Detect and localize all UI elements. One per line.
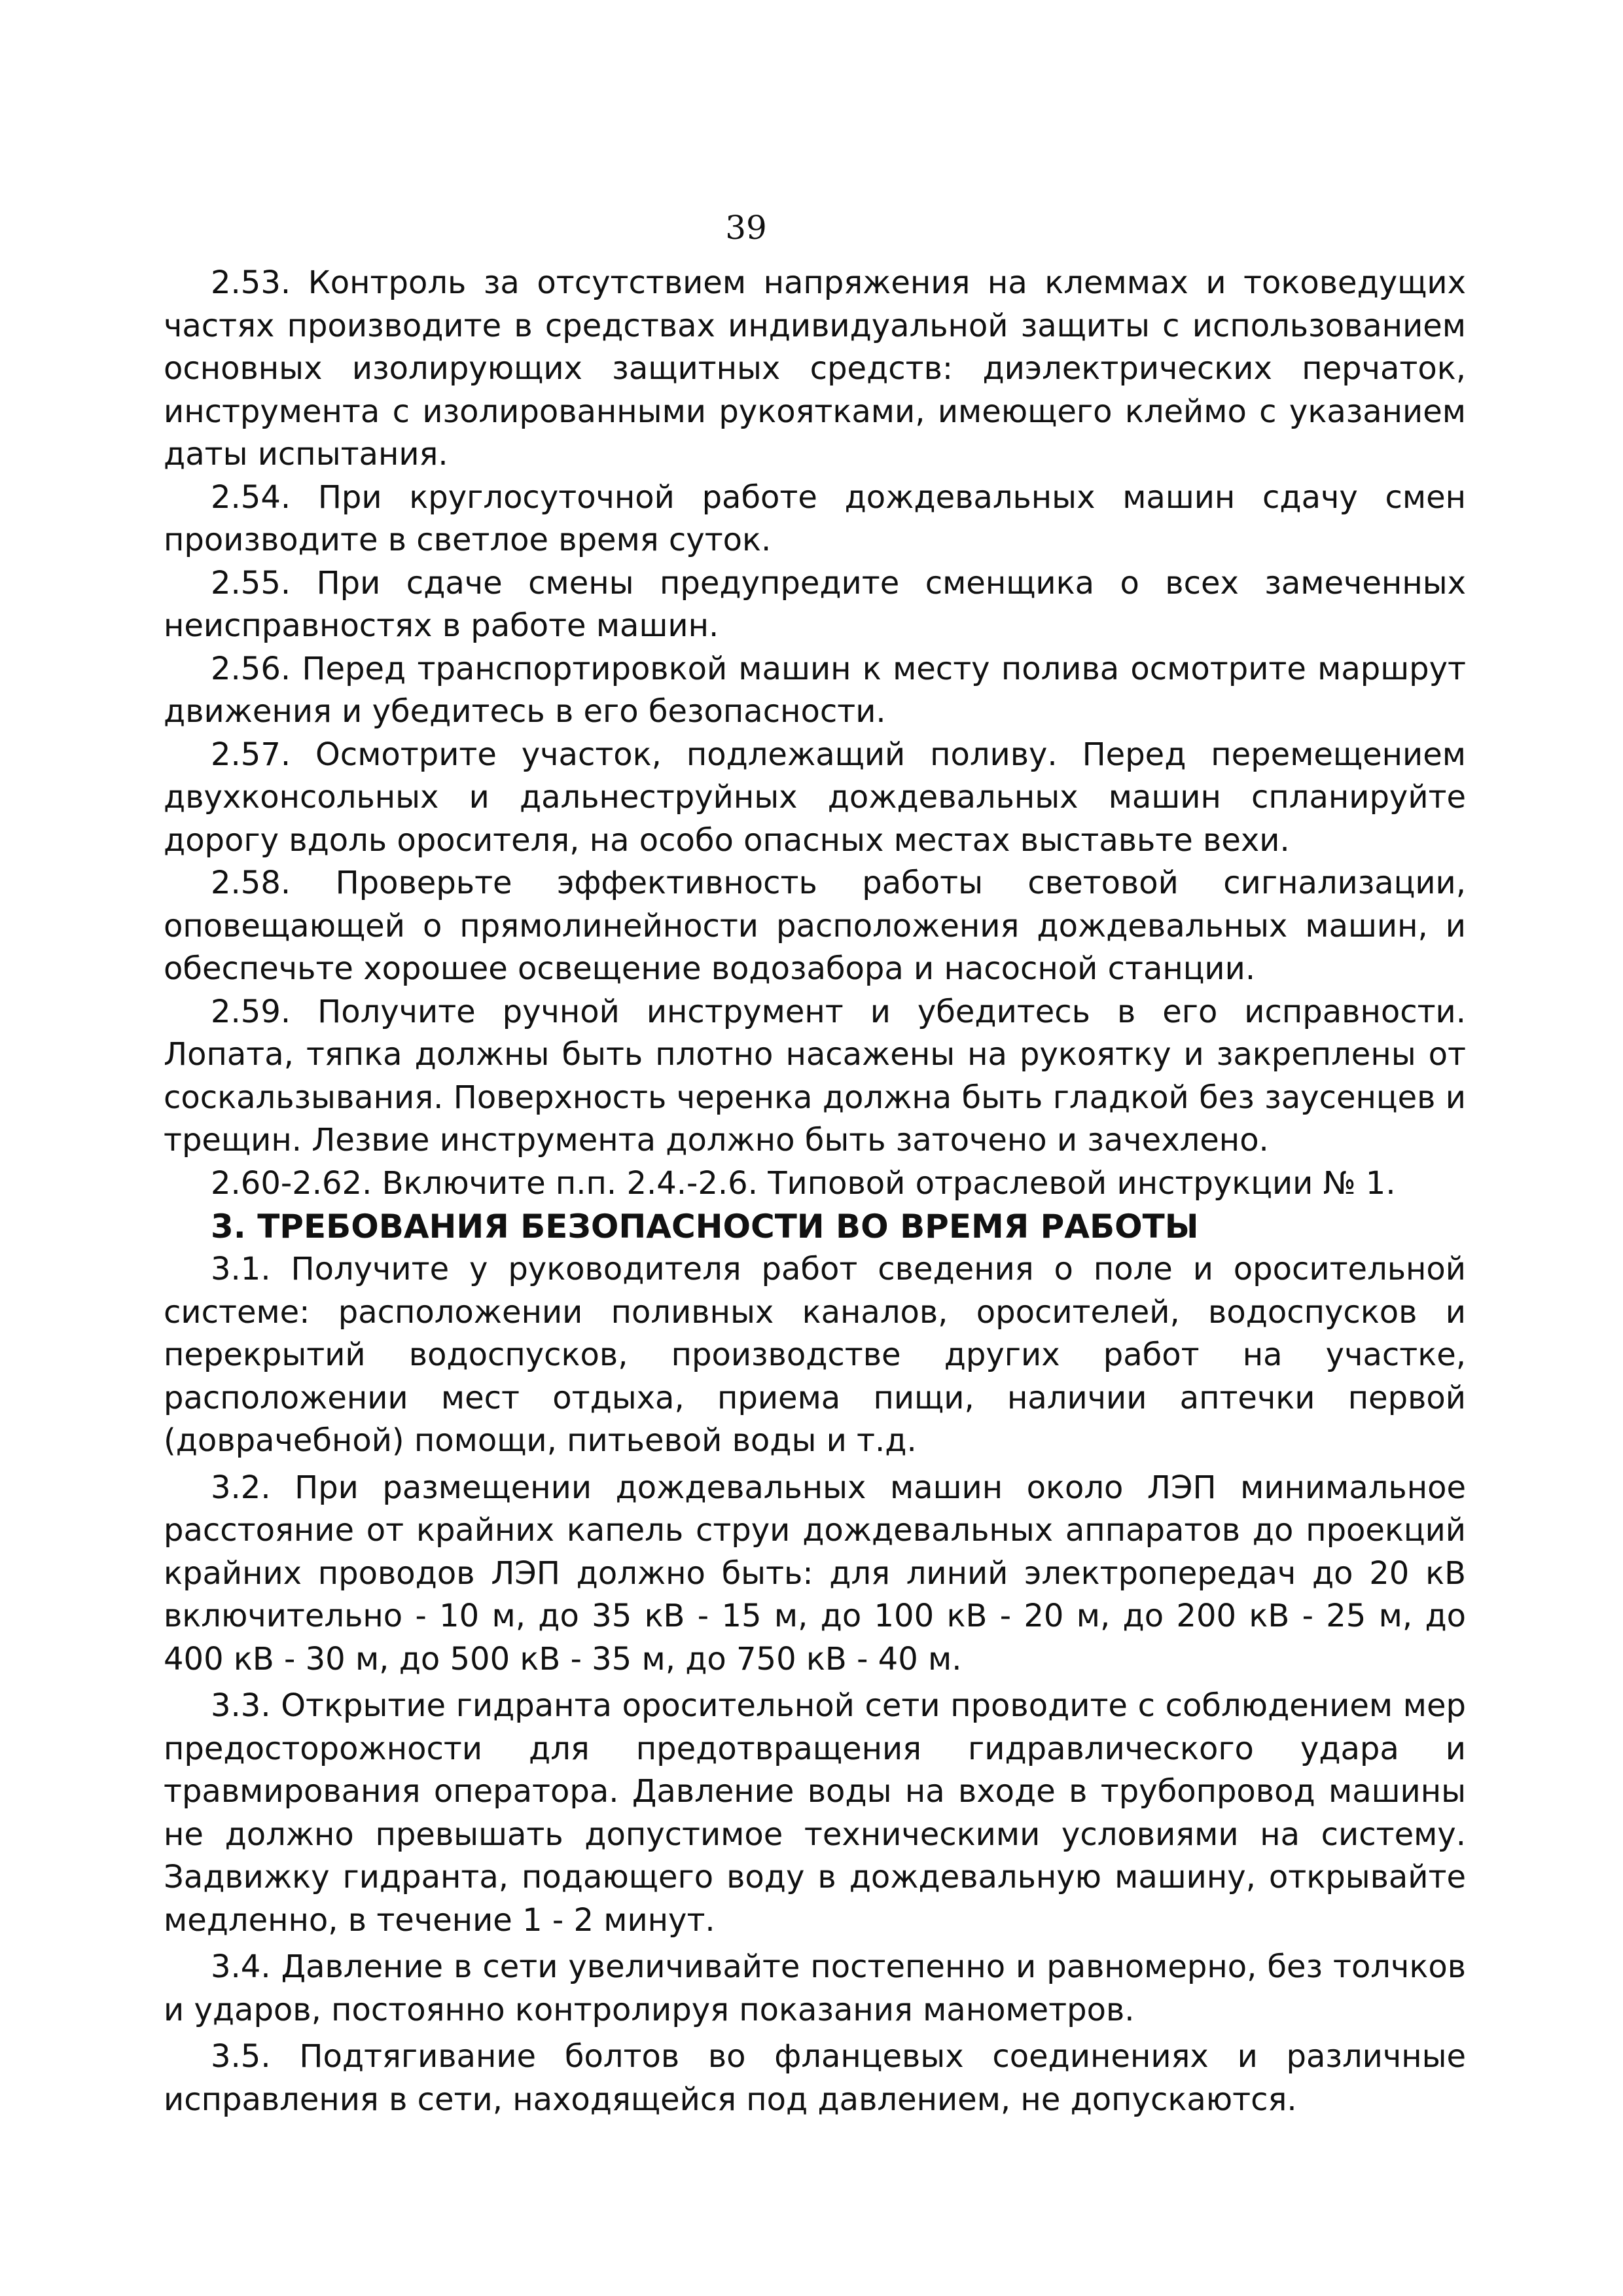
paragraph-2-59: 2.59. Получите ручной инструмент и убедитесь в его исправности. Лопата, тяпка должны быть плотно насажены на рукоятку и закреплены от соскальзывания. Поверхность черенка должна быть гладкой без заусенцев и трещин. Лезвие инструмента должно быть заточено и зачехлено. <box>164 993 1466 1158</box>
paragraph-2-60-2-62: 2.60-2.62. Включите п.п. 2.4.-2.6. Типовой отраслевой инструкции № 1. <box>211 1164 1396 1202</box>
page-number: 39 <box>725 209 767 247</box>
paragraph-3-3: 3.3. Открытие гидранта оросительной сети проводите с соблюдением мер предосторожности для предотвращения гидравлического удара и травмирования оператора. Давление воды на входе в трубопровод машины не должно превышать допустимое техническими условиями на систему. Задвижку гидранта, подающего воду в дождевальную машину, открывайте медленно, в течение 1 - 2 минут. <box>164 1687 1466 1939</box>
section-heading: 3. ТРЕБОВАНИЯ БЕЗОПАСНОСТИ ВО ВРЕМЯ РАБОТЫ <box>211 1208 1199 1246</box>
paragraph-3-5: 3.5. Подтягивание болтов во фланцевых соединениях и различные исправления в сети, находящейся под давлением, не допускаются. <box>164 2038 1466 2118</box>
document-body <box>164 262 1466 2121</box>
paragraph-2-58: 2.58. Проверьте эффективность работы световой сигнализации, оповещающей о прямолинейности расположения дождевальных машин, и обеспечьте хорошее освещение водозабора и насосной станции. <box>164 865 1466 987</box>
paragraph-2-57: 2.57. Осмотрите участок, подлежащий поливу. Перед перемещением двухконсольных и дальнеструйных дождевальных машин спланируйте дорогу вдоль оросителя, на особо опасных местах выставьте вехи. <box>164 736 1466 859</box>
paragraph-3-2: 3.2. При размещении дождевальных машин около ЛЭП минимальное расстояние от крайних капель струи дождевальных аппаратов до проекций крайних проводов ЛЭП должно быть: для линий электропередач до 20 кВ включительно - 10 м, до 35 кВ - 15 м, до 100 кВ - 20 м, до 200 кВ - 25 м, до 400 кВ - 30 м, до 500 кВ - 35 м, до 750 кВ - 40 м. <box>164 1469 1466 1677</box>
paragraph-2-56: 2.56. Перед транспортировкой машин к месту полива осмотрите маршрут движения и убедитесь в его безопасности. <box>164 650 1466 730</box>
paragraph-3-1: 3.1. Получите у руководителя работ сведения о поле и оросительной системе: расположении поливных каналов, оросителей, водоспусков и перекрытий водоспусков, производстве других работ на участке, расположении мест отдыха, приема пищи, наличии аптечки первой (доврачебной) помощи, питьевой воды и т.д. <box>164 1251 1466 1459</box>
paragraph-2-54: 2.54. При круглосуточной работе дождевальных машин сдачу смен производите в светлое время суток. <box>164 478 1466 558</box>
paragraph-2-53: 2.53. Контроль за отсутствием напряжения на клеммах и токоведущих частях производите в средствах индивидуальной защиты с использованием основных изолирующих защитных средств: диэлектрических перчаток, инструмента с изолированными рукоятками, имеющего клеймо с указанием даты испытания. <box>164 264 1466 473</box>
paragraph-2-55: 2.55. При сдаче смены предупредите сменщика о всех замеченных неисправностях в работе машин. <box>164 564 1466 644</box>
paragraph-3-4: 3.4. Давление в сети увеличивайте постепенно и равномерно, без толчков и ударов, постоянно контролируя показания манометров. <box>164 1948 1466 2028</box>
